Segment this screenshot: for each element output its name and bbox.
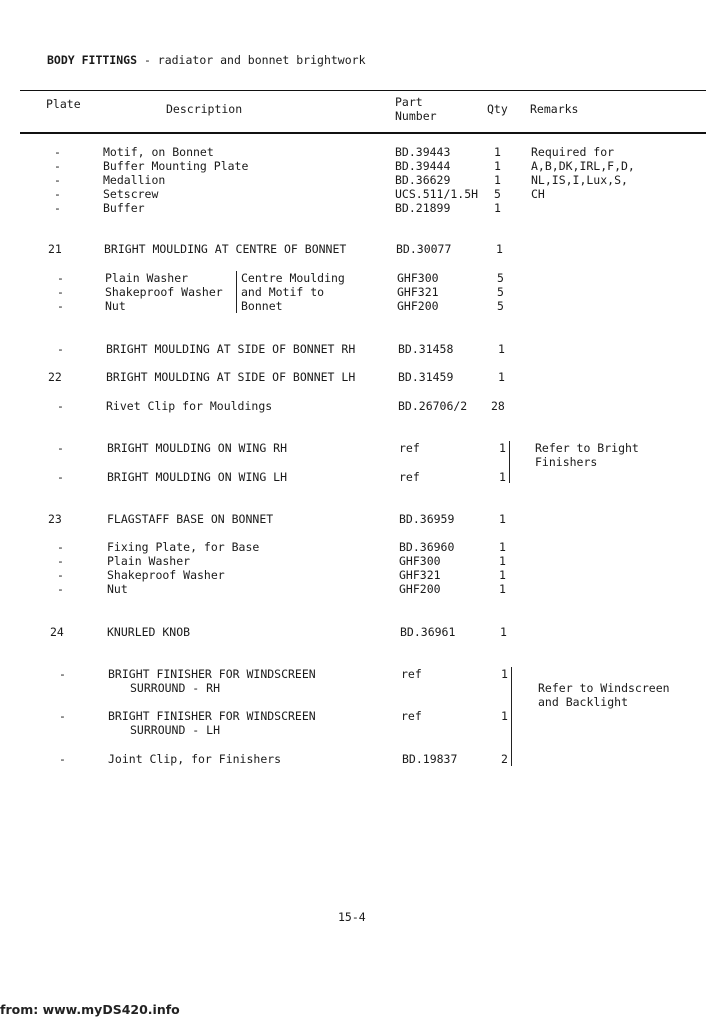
row-plate: 24 — [50, 625, 64, 639]
row-part-number: GHF200 — [397, 299, 439, 313]
row-qty: 1 — [494, 145, 501, 159]
row-plate: - — [59, 709, 66, 723]
row-part-number: ref — [399, 470, 420, 484]
page-number: 15-4 — [338, 910, 366, 924]
row-qty: 1 — [499, 582, 506, 596]
row-description: BRIGHT MOULDING AT SIDE OF BONNET LH — [106, 370, 356, 384]
header-bottom-rule — [20, 132, 706, 134]
row-plate: - — [57, 285, 64, 299]
row-part-number: BD.30077 — [396, 242, 452, 256]
row-description: BRIGHT MOULDING ON WING RH — [107, 441, 288, 455]
row-description: BRIGHT FINISHER FOR WINDSCREEN — [108, 709, 316, 723]
row-plate: - — [57, 470, 64, 484]
row-qty: 1 — [499, 568, 506, 582]
row-qty: 1 — [496, 242, 503, 256]
row-qty: 1 — [501, 667, 508, 681]
header-description: Description — [166, 102, 243, 116]
source-footer: from: www.myDS420.info — [0, 1002, 180, 1017]
row-part-number: BD.36960 — [399, 540, 455, 554]
row-plate: - — [54, 187, 61, 201]
header-qty: Qty — [487, 102, 508, 116]
row-part-number: GHF200 — [399, 582, 441, 596]
row-description: KNURLED KNOB — [107, 625, 191, 639]
row-part-number: ref — [399, 441, 420, 455]
row-part-number: GHF321 — [399, 568, 441, 582]
row-plate: - — [57, 568, 64, 582]
row-part-number: GHF300 — [399, 554, 441, 568]
row-description: Nut — [107, 582, 128, 596]
header-part-line2: Number — [395, 109, 437, 123]
row-plate: 23 — [48, 512, 62, 526]
title-section: BODY FITTINGS — [47, 53, 138, 67]
row-description: Fixing Plate, for Base — [107, 540, 260, 554]
row-remarks: and Backlight — [538, 695, 629, 709]
row-qty: 1 — [494, 173, 501, 187]
row-part-number: BD.31458 — [398, 342, 454, 356]
row-plate: - — [54, 159, 61, 173]
row-description: Plain Washer — [107, 554, 191, 568]
row-qty: 28 — [491, 399, 505, 413]
row-remarks: A,B,DK,IRL,F,D, — [531, 159, 635, 173]
header-remarks: Remarks — [530, 102, 579, 116]
row-description: BRIGHT MOULDING AT CENTRE OF BONNET — [104, 242, 347, 256]
row-description: BRIGHT MOULDING ON WING LH — [107, 470, 288, 484]
row-plate: - — [57, 554, 64, 568]
row-part-number: BD.26706/2 — [398, 399, 468, 413]
row-description-note: Centre Moulding — [241, 271, 345, 285]
row-part-number: BD.39444 — [395, 159, 451, 173]
row-plate: - — [57, 399, 64, 413]
row-description-note: Bonnet — [241, 299, 283, 313]
row-plate: - — [54, 201, 61, 215]
row-remarks: Required for — [531, 145, 615, 159]
header-part-line1: Part — [395, 95, 423, 109]
row-qty: 1 — [498, 342, 505, 356]
row-description: Plain Washer — [105, 271, 189, 285]
bracket-line — [509, 441, 510, 483]
row-remarks: Refer to Bright — [535, 441, 639, 455]
row-description: BRIGHT FINISHER FOR WINDSCREEN — [108, 667, 316, 681]
row-plate: - — [57, 582, 64, 596]
row-description: FLAGSTAFF BASE ON BONNET — [107, 512, 274, 526]
row-qty: 1 — [499, 470, 506, 484]
row-description: Motif, on Bonnet — [103, 145, 214, 159]
row-description: Nut — [105, 299, 126, 313]
row-remarks: Refer to Windscreen — [538, 681, 670, 695]
bracket-line — [236, 271, 237, 313]
row-remarks: NL,IS,I,Lux,S, — [531, 173, 628, 187]
row-qty: 1 — [499, 441, 506, 455]
page-title — [47, 53, 366, 67]
row-description: Setscrew — [103, 187, 159, 201]
row-plate: - — [59, 752, 66, 766]
row-qty: 1 — [501, 709, 508, 723]
row-part-number: BD.21899 — [395, 201, 451, 215]
row-description-cont: SURROUND - LH — [130, 723, 221, 737]
row-qty: 1 — [499, 540, 506, 554]
row-part-number: ref — [401, 709, 422, 723]
row-qty: 5 — [497, 299, 504, 313]
row-plate: - — [57, 342, 64, 356]
row-qty: 1 — [498, 370, 505, 384]
row-description: Rivet Clip for Mouldings — [106, 399, 273, 413]
row-description: Buffer — [103, 201, 145, 215]
row-remarks: Finishers — [535, 455, 598, 469]
row-description: Shakeproof Washer — [107, 568, 225, 582]
row-plate: - — [57, 299, 64, 313]
row-part-number: BD.19837 — [402, 752, 458, 766]
row-qty: 1 — [499, 512, 506, 526]
row-plate: - — [57, 540, 64, 554]
row-description-cont: SURROUND - RH — [130, 681, 221, 695]
row-description-note: and Motif to — [241, 285, 325, 299]
row-qty: 2 — [501, 752, 508, 766]
row-qty: 1 — [494, 159, 501, 173]
header-plate: Plate — [46, 97, 81, 111]
row-remarks: CH — [531, 187, 545, 201]
bracket-line — [511, 667, 512, 766]
row-description: Buffer Mounting Plate — [103, 159, 249, 173]
row-plate: 22 — [48, 370, 62, 384]
row-part-number: GHF300 — [397, 271, 439, 285]
row-description: Joint Clip, for Finishers — [108, 752, 282, 766]
row-plate: - — [57, 441, 64, 455]
row-qty: 5 — [497, 271, 504, 285]
row-description: Shakeproof Washer — [105, 285, 223, 299]
row-qty: 1 — [499, 554, 506, 568]
row-plate: - — [54, 145, 61, 159]
row-part-number: BD.31459 — [398, 370, 454, 384]
row-part-number: GHF321 — [397, 285, 439, 299]
row-part-number: BD.36961 — [400, 625, 456, 639]
title-subsection: - radiator and bonnet brightwork — [137, 53, 366, 67]
row-plate: 21 — [48, 242, 62, 256]
row-qty: 1 — [500, 625, 507, 639]
row-qty: 5 — [497, 285, 504, 299]
row-plate: - — [57, 271, 64, 285]
row-description: Medallion — [103, 173, 166, 187]
row-plate: - — [59, 667, 66, 681]
row-qty: 1 — [494, 201, 501, 215]
row-part-number: BD.39443 — [395, 145, 451, 159]
header-top-rule — [20, 90, 706, 91]
row-part-number: UCS.511/1.5H — [395, 187, 479, 201]
row-description: BRIGHT MOULDING AT SIDE OF BONNET RH — [106, 342, 356, 356]
row-part-number: BD.36959 — [399, 512, 455, 526]
row-plate: - — [54, 173, 61, 187]
row-qty: 5 — [494, 187, 501, 201]
row-part-number: BD.36629 — [395, 173, 451, 187]
row-part-number: ref — [401, 667, 422, 681]
